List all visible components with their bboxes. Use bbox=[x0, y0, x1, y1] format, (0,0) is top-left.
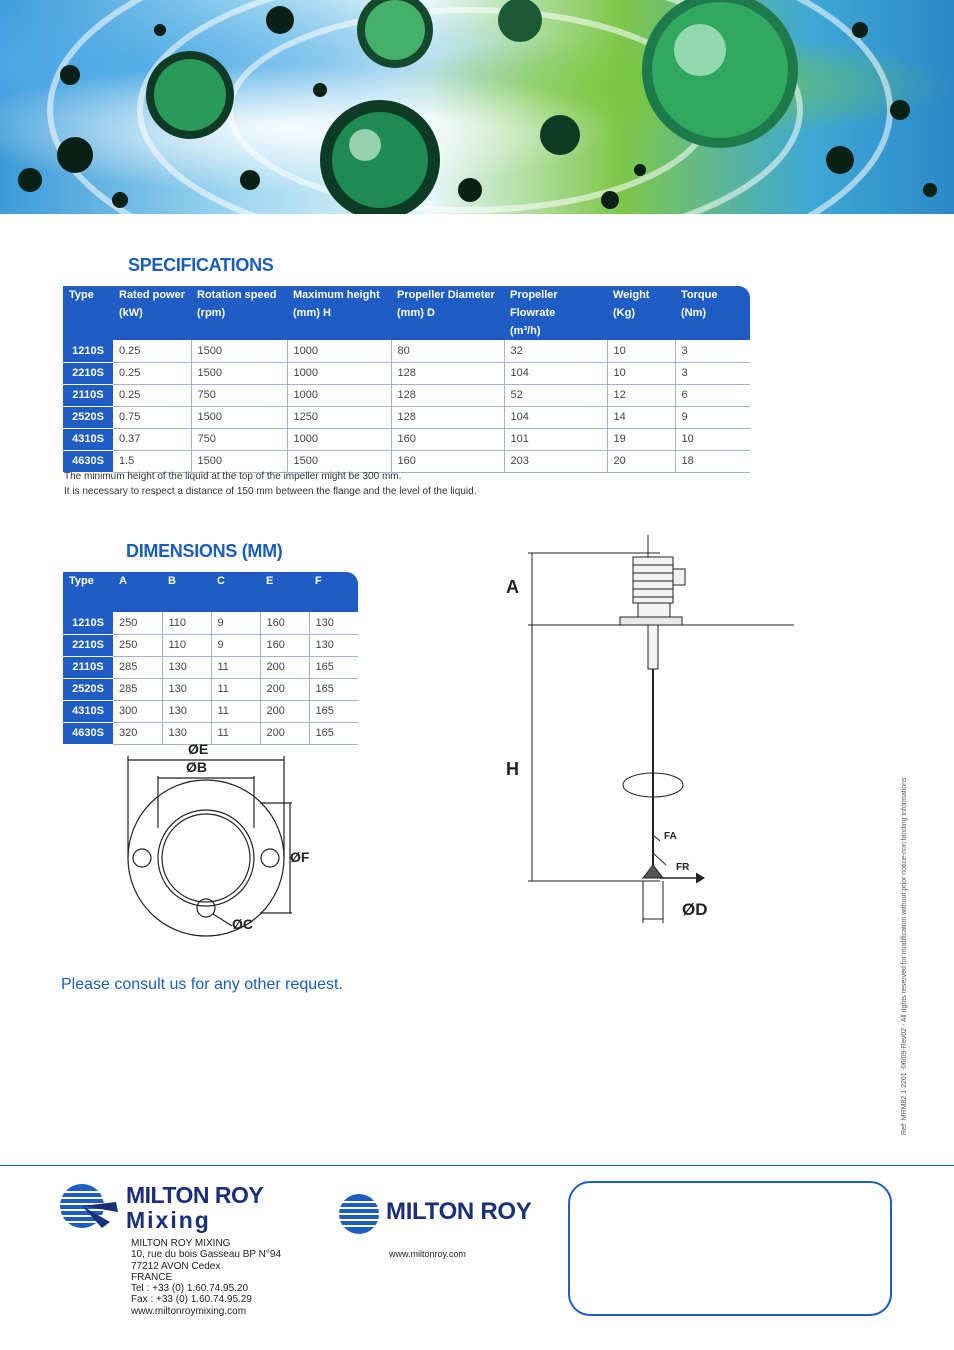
fax-line: Fax : +33 (0) 1.60.74.95.29 bbox=[131, 1294, 252, 1306]
footer-divider bbox=[0, 1165, 954, 1166]
table-cell: 0.25 bbox=[113, 362, 191, 384]
specifications-header-row bbox=[63, 286, 750, 340]
table-row bbox=[63, 634, 358, 656]
table-cell: 128 bbox=[391, 362, 504, 384]
address-line: 77212 AVON Cedex bbox=[131, 1260, 221, 1272]
table-row bbox=[63, 362, 750, 384]
table-cell: 200 bbox=[260, 700, 309, 722]
table-cell: 10 bbox=[607, 340, 675, 362]
table-cell-type: 2520S bbox=[63, 678, 113, 700]
mixer-diagram bbox=[500, 535, 800, 940]
label-fa: FA bbox=[664, 831, 677, 842]
spec-header-torque: Torque (Nm) bbox=[675, 286, 750, 340]
table-cell: 3 bbox=[675, 362, 750, 384]
milton-roy-mixing-logo-icon bbox=[58, 1182, 124, 1232]
table-row bbox=[63, 406, 750, 428]
spec-header-weight: Weight (Kg) bbox=[607, 286, 675, 340]
table-cell: 32 bbox=[504, 340, 607, 362]
table-cell: 101 bbox=[504, 428, 607, 450]
table-cell: 200 bbox=[260, 656, 309, 678]
table-cell-type: 1210S bbox=[63, 612, 113, 634]
table-cell: 130 bbox=[162, 722, 211, 744]
logo1-text-line1: MILTON ROY bbox=[126, 1182, 264, 1208]
table-cell: 165 bbox=[309, 700, 358, 722]
table-cell: 130 bbox=[162, 678, 211, 700]
table-cell: 20 bbox=[607, 450, 675, 472]
table-cell: 203 bbox=[504, 450, 607, 472]
table-cell: 10 bbox=[675, 428, 750, 450]
table-cell: 1000 bbox=[287, 362, 391, 384]
spec-header-rotation-speed: Rotation speed (rpm) bbox=[191, 286, 287, 340]
table-cell: 130 bbox=[162, 656, 211, 678]
table-cell: 1.5 bbox=[113, 450, 191, 472]
table-cell: 250 bbox=[113, 634, 162, 656]
dim-header-e: E bbox=[260, 572, 309, 612]
spec-header-propeller-flowrate: Propeller Flowrate (m³/h) bbox=[504, 286, 607, 340]
table-cell: 12 bbox=[607, 384, 675, 406]
milton-roy-logo-icon bbox=[338, 1193, 380, 1235]
table-cell: 160 bbox=[391, 450, 504, 472]
table-cell: 3 bbox=[675, 340, 750, 362]
table-cell: 128 bbox=[391, 406, 504, 428]
hero-water-bubbles-image bbox=[0, 0, 954, 214]
table-cell: 11 bbox=[211, 656, 260, 678]
table-cell: 11 bbox=[211, 678, 260, 700]
table-cell: 1000 bbox=[287, 340, 391, 362]
spec-header-maximum-height: Maximum height (mm) H bbox=[287, 286, 391, 340]
table-cell: 1500 bbox=[287, 450, 391, 472]
table-cell: 52 bbox=[504, 384, 607, 406]
table-cell: 1500 bbox=[191, 340, 287, 362]
table-cell-type: 2110S bbox=[63, 384, 113, 406]
table-cell: 750 bbox=[191, 384, 287, 406]
table-cell: 200 bbox=[260, 722, 309, 744]
table-cell: 0.37 bbox=[113, 428, 191, 450]
table-cell: 250 bbox=[113, 612, 162, 634]
dimensions-title: DIMENSIONS (MM) bbox=[126, 541, 283, 561]
dimensions-table bbox=[63, 572, 358, 745]
label-fr: FR bbox=[676, 862, 690, 873]
table-cell: 160 bbox=[260, 634, 309, 656]
dim-header-a: A bbox=[113, 572, 162, 612]
table-cell-type: 1210S bbox=[63, 340, 113, 362]
address-line: MILTON ROY MIXING bbox=[131, 1238, 231, 1249]
table-cell: 10 bbox=[607, 362, 675, 384]
table-cell: 9 bbox=[211, 612, 260, 634]
dim-header-b: B bbox=[162, 572, 211, 612]
table-cell: 11 bbox=[211, 700, 260, 722]
table-cell: 1000 bbox=[287, 428, 391, 450]
label-ob: ØB bbox=[186, 759, 207, 775]
table-cell: 750 bbox=[191, 428, 287, 450]
specifications-table bbox=[63, 286, 750, 473]
reference-text: Ref: MRM82 1 2201 -06/09-Rev02 - All rights reserved for modification without prior notice-non binding informations bbox=[901, 777, 908, 1135]
specifications-note-2: It is necessary to respect a distance of 150 mm between the flange and the level of the liquid. bbox=[64, 486, 477, 497]
table-row bbox=[63, 656, 358, 678]
table-cell: 110 bbox=[162, 634, 211, 656]
flange-diagram bbox=[110, 738, 310, 938]
table-row bbox=[63, 384, 750, 406]
table-cell: 11 bbox=[211, 722, 260, 744]
logo1-text-line2: Mixing bbox=[126, 1207, 211, 1233]
table-cell: 128 bbox=[391, 384, 504, 406]
contact-box bbox=[568, 1181, 892, 1316]
table-cell: 165 bbox=[309, 678, 358, 700]
table-cell: 160 bbox=[391, 428, 504, 450]
table-row bbox=[63, 340, 750, 362]
table-cell: 285 bbox=[113, 678, 162, 700]
dim-header-f: F bbox=[309, 572, 358, 612]
table-row bbox=[63, 450, 750, 472]
table-cell: 1000 bbox=[287, 384, 391, 406]
table-cell-type: 2210S bbox=[63, 362, 113, 384]
phone-line: Tel : +33 (0) 1.60.74.95.20 bbox=[131, 1283, 249, 1295]
dim-header-c: C bbox=[211, 572, 260, 612]
table-cell-type: 2110S bbox=[63, 656, 113, 678]
table-cell: 104 bbox=[504, 362, 607, 384]
specifications-title: SPECIFICATIONS bbox=[128, 255, 274, 275]
label-of: ØF bbox=[290, 849, 310, 865]
website-link[interactable]: www.miltonroy.com bbox=[389, 1249, 466, 1259]
table-cell-type: 4630S bbox=[63, 450, 113, 472]
label-h: H bbox=[506, 759, 519, 779]
table-cell-type: 4310S bbox=[63, 428, 113, 450]
spec-header-rated-power: Rated power (kW) bbox=[113, 286, 191, 340]
label-oe: ØE bbox=[188, 741, 209, 757]
table-cell: 80 bbox=[391, 340, 504, 362]
table-cell: 110 bbox=[162, 612, 211, 634]
label-od: ØD bbox=[682, 900, 708, 919]
specifications-note-1: The minimum height of the liquid at the top of the impeller might be 300 mm. bbox=[64, 471, 402, 482]
company-address bbox=[131, 1238, 281, 1317]
table-cell-type: 2520S bbox=[63, 406, 113, 428]
spec-header-propeller-diameter: Propeller Diameter (mm) D bbox=[391, 286, 504, 340]
table-cell: 14 bbox=[607, 406, 675, 428]
table-row bbox=[63, 428, 750, 450]
table-cell: 1500 bbox=[191, 450, 287, 472]
table-cell: 200 bbox=[260, 678, 309, 700]
table-cell: 320 bbox=[113, 722, 162, 744]
table-cell: 165 bbox=[309, 656, 358, 678]
website-link[interactable]: www.miltonroymixing.com bbox=[131, 1305, 247, 1317]
table-cell: 9 bbox=[211, 634, 260, 656]
table-row bbox=[63, 678, 358, 700]
label-a: A bbox=[506, 577, 519, 597]
table-cell: 0.25 bbox=[113, 340, 191, 362]
consult-request-text: Please consult us for any other request. bbox=[61, 976, 343, 993]
spec-header-type: Type bbox=[63, 286, 113, 340]
dim-header-type: Type bbox=[63, 572, 113, 612]
table-row bbox=[63, 700, 358, 722]
table-cell: 130 bbox=[309, 612, 358, 634]
address-line: FRANCE bbox=[131, 1271, 173, 1283]
table-cell: 130 bbox=[162, 700, 211, 722]
table-row bbox=[63, 612, 358, 634]
table-cell: 285 bbox=[113, 656, 162, 678]
table-cell: 18 bbox=[675, 450, 750, 472]
table-cell: 19 bbox=[607, 428, 675, 450]
table-cell: 0.25 bbox=[113, 384, 191, 406]
table-cell: 1500 bbox=[191, 406, 287, 428]
table-cell: 6 bbox=[675, 384, 750, 406]
table-cell: 9 bbox=[675, 406, 750, 428]
table-cell-type: 4630S bbox=[63, 722, 113, 744]
table-cell: 1500 bbox=[191, 362, 287, 384]
table-cell-type: 4310S bbox=[63, 700, 113, 722]
address-line: 10, rue du bois Gasseau BP N°94 bbox=[131, 1249, 282, 1261]
table-cell: 160 bbox=[260, 612, 309, 634]
table-cell: 1250 bbox=[287, 406, 391, 428]
dimensions-header-row bbox=[63, 572, 358, 612]
table-cell-type: 2210S bbox=[63, 634, 113, 656]
table-cell: 0.75 bbox=[113, 406, 191, 428]
logo2-text: MILTON ROY bbox=[386, 1198, 532, 1225]
label-oc: ØC bbox=[232, 916, 253, 932]
table-cell: 165 bbox=[309, 722, 358, 744]
table-cell: 104 bbox=[504, 406, 607, 428]
table-cell: 130 bbox=[309, 634, 358, 656]
table-cell: 300 bbox=[113, 700, 162, 722]
